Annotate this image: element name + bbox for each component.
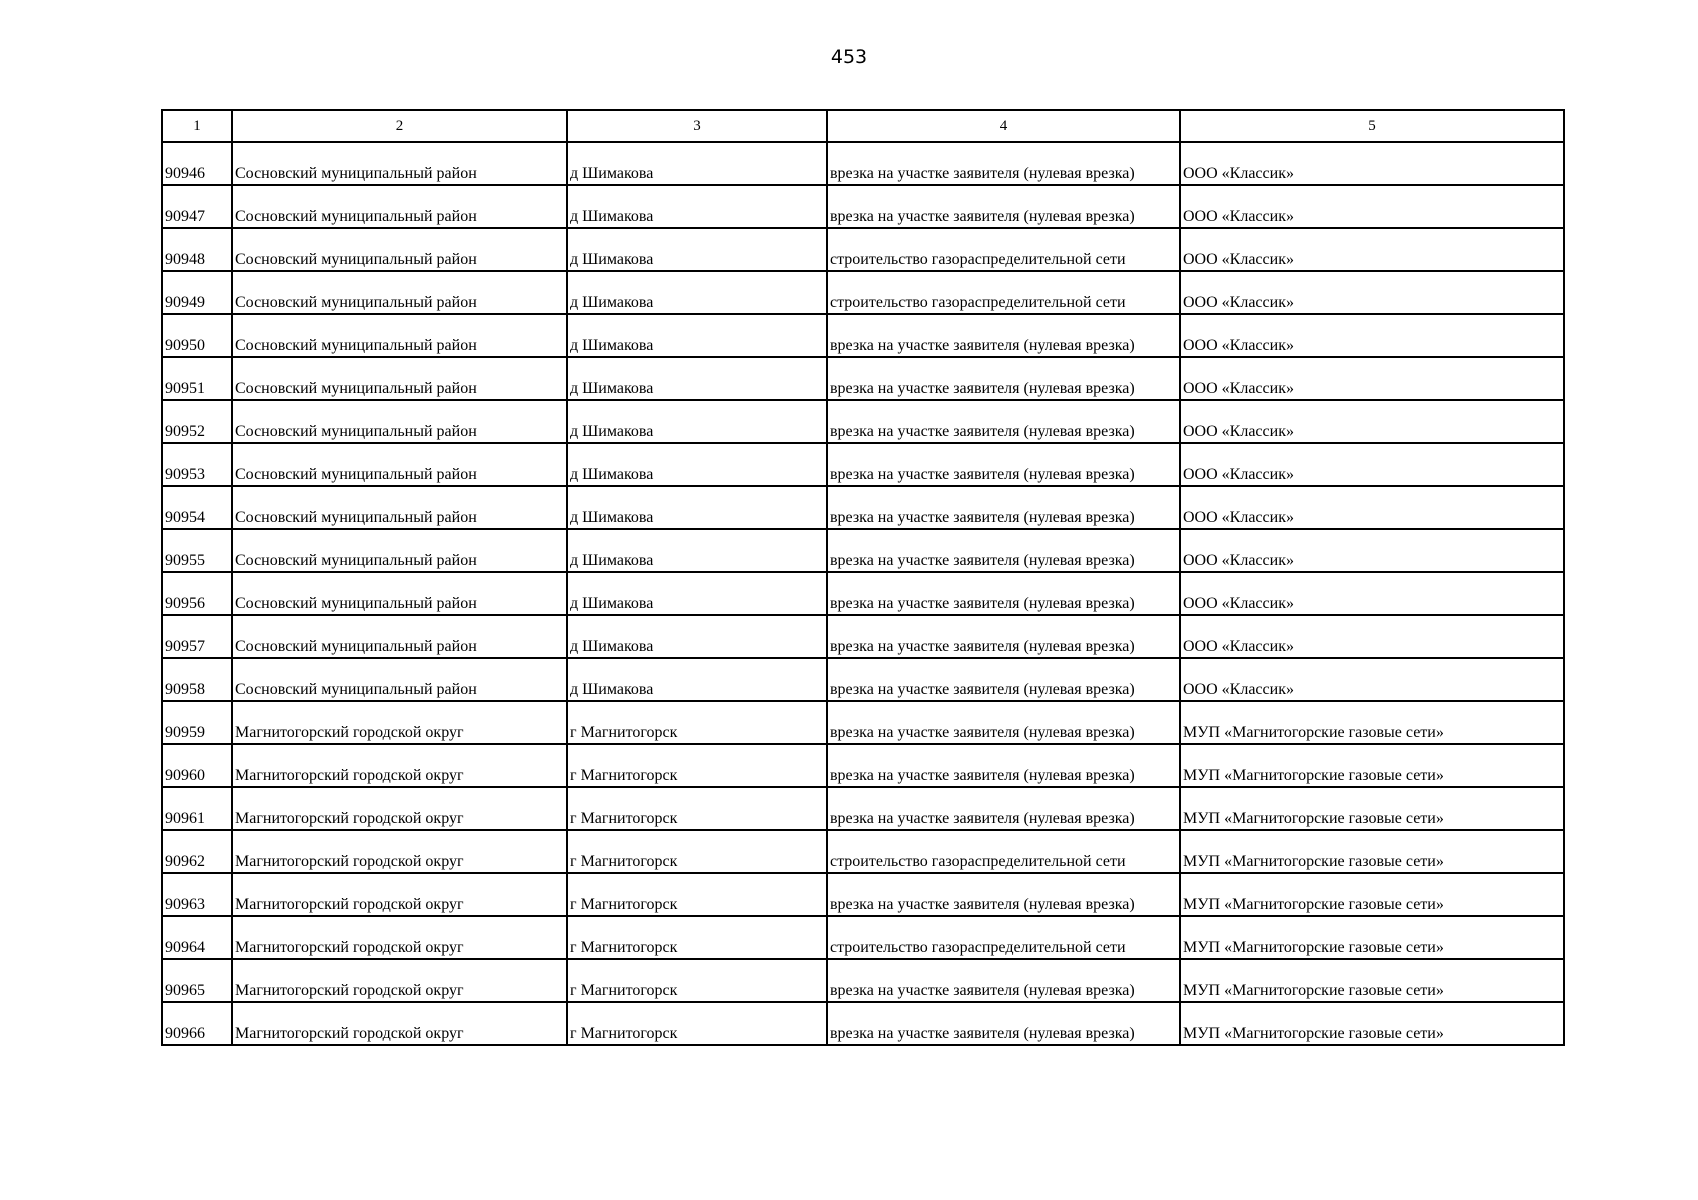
organization-cell: ООО «Классик» xyxy=(1180,271,1564,314)
municipality-cell: Сосновский муниципальный район xyxy=(232,142,567,185)
table-row xyxy=(162,830,1564,873)
row-number-cell: 90961 xyxy=(162,787,232,830)
settlement-cell: г Магнитогорск xyxy=(567,959,827,1002)
settlement-cell: г Магнитогорск xyxy=(567,701,827,744)
work-type-cell: врезка на участке заявителя (нулевая врезка) xyxy=(827,400,1180,443)
table-row xyxy=(162,701,1564,744)
work-type-cell: врезка на участке заявителя (нулевая врезка) xyxy=(827,529,1180,572)
row-number-cell: 90960 xyxy=(162,744,232,787)
row-number-cell: 90963 xyxy=(162,873,232,916)
page-number: 453 xyxy=(830,46,868,68)
organization-cell: МУП «Магнитогорские газовые сети» xyxy=(1180,1002,1564,1045)
settlement-cell: д Шимакова xyxy=(567,615,827,658)
row-number-cell: 90954 xyxy=(162,486,232,529)
table-row xyxy=(162,916,1564,959)
column-header-5: 5 xyxy=(1180,110,1564,142)
settlement-cell: д Шимакова xyxy=(567,142,827,185)
table-row xyxy=(162,658,1564,701)
settlement-cell: г Магнитогорск xyxy=(567,1002,827,1045)
organization-cell: ООО «Классик» xyxy=(1180,658,1564,701)
table-header xyxy=(162,110,1564,142)
work-type-cell: врезка на участке заявителя (нулевая врезка) xyxy=(827,314,1180,357)
municipality-cell: Магнитогорский городской округ xyxy=(232,701,567,744)
organization-cell: МУП «Магнитогорские газовые сети» xyxy=(1180,916,1564,959)
settlement-cell: д Шимакова xyxy=(567,314,827,357)
table-row xyxy=(162,357,1564,400)
municipality-cell: Магнитогорский городской округ xyxy=(232,959,567,1002)
row-number-cell: 90966 xyxy=(162,1002,232,1045)
settlement-cell: д Шимакова xyxy=(567,572,827,615)
work-type-cell: строительство газораспределительной сети xyxy=(827,271,1180,314)
table-row xyxy=(162,959,1564,1002)
organization-cell: ООО «Классик» xyxy=(1180,572,1564,615)
organization-cell: МУП «Магнитогорские газовые сети» xyxy=(1180,701,1564,744)
table-row xyxy=(162,228,1564,271)
organization-cell: ООО «Классик» xyxy=(1180,228,1564,271)
work-type-cell: врезка на участке заявителя (нулевая врезка) xyxy=(827,658,1180,701)
row-number-cell: 90951 xyxy=(162,357,232,400)
table-row xyxy=(162,529,1564,572)
municipality-cell: Сосновский муниципальный район xyxy=(232,228,567,271)
settlement-cell: д Шимакова xyxy=(567,486,827,529)
organization-cell: МУП «Магнитогорские газовые сети» xyxy=(1180,787,1564,830)
municipality-cell: Сосновский муниципальный район xyxy=(232,400,567,443)
work-type-cell: врезка на участке заявителя (нулевая врезка) xyxy=(827,357,1180,400)
column-header-1: 1 xyxy=(162,110,232,142)
municipality-cell: Сосновский муниципальный район xyxy=(232,357,567,400)
organization-cell: ООО «Классик» xyxy=(1180,357,1564,400)
organization-cell: ООО «Классик» xyxy=(1180,529,1564,572)
organization-cell: ООО «Классик» xyxy=(1180,443,1564,486)
settlement-cell: д Шимакова xyxy=(567,529,827,572)
municipality-cell: Магнитогорский городской округ xyxy=(232,830,567,873)
row-number-cell: 90953 xyxy=(162,443,232,486)
work-type-cell: строительство газораспределительной сети xyxy=(827,916,1180,959)
table-row xyxy=(162,1002,1564,1045)
work-type-cell: врезка на участке заявителя (нулевая врезка) xyxy=(827,959,1180,1002)
work-type-cell: врезка на участке заявителя (нулевая врезка) xyxy=(827,701,1180,744)
column-header-4: 4 xyxy=(827,110,1180,142)
row-number-cell: 90958 xyxy=(162,658,232,701)
column-header-3: 3 xyxy=(567,110,827,142)
municipality-cell: Магнитогорский городской округ xyxy=(232,744,567,787)
municipality-cell: Сосновский муниципальный район xyxy=(232,529,567,572)
settlement-cell: д Шимакова xyxy=(567,400,827,443)
municipality-cell: Магнитогорский городской округ xyxy=(232,787,567,830)
header-row xyxy=(162,110,1564,142)
table-row xyxy=(162,400,1564,443)
row-number-cell: 90965 xyxy=(162,959,232,1002)
row-number-cell: 90948 xyxy=(162,228,232,271)
organization-cell: ООО «Классик» xyxy=(1180,400,1564,443)
work-type-cell: строительство газораспределительной сети xyxy=(827,830,1180,873)
municipality-cell: Магнитогорский городской округ xyxy=(232,873,567,916)
work-type-cell: врезка на участке заявителя (нулевая врезка) xyxy=(827,443,1180,486)
settlement-cell: г Магнитогорск xyxy=(567,787,827,830)
organization-cell: МУП «Магнитогорские газовые сети» xyxy=(1180,959,1564,1002)
work-type-cell: строительство газораспределительной сети xyxy=(827,228,1180,271)
column-header-2: 2 xyxy=(232,110,567,142)
table-row xyxy=(162,615,1564,658)
row-number-cell: 90955 xyxy=(162,529,232,572)
table-row xyxy=(162,486,1564,529)
settlement-cell: д Шимакова xyxy=(567,658,827,701)
organization-cell: МУП «Магнитогорские газовые сети» xyxy=(1180,830,1564,873)
row-number-cell: 90950 xyxy=(162,314,232,357)
municipality-cell: Сосновский муниципальный район xyxy=(232,314,567,357)
table-row xyxy=(162,443,1564,486)
municipality-cell: Сосновский муниципальный район xyxy=(232,615,567,658)
organization-cell: ООО «Классик» xyxy=(1180,615,1564,658)
row-number-cell: 90957 xyxy=(162,615,232,658)
settlement-cell: д Шимакова xyxy=(567,185,827,228)
municipality-cell: Магнитогорский городской округ xyxy=(232,1002,567,1045)
table-row xyxy=(162,787,1564,830)
organization-cell: МУП «Магнитогорские газовые сети» xyxy=(1180,744,1564,787)
table-row xyxy=(162,142,1564,185)
settlement-cell: г Магнитогорск xyxy=(567,830,827,873)
municipality-cell: Сосновский муниципальный район xyxy=(232,572,567,615)
organization-cell: ООО «Классик» xyxy=(1180,486,1564,529)
table-row xyxy=(162,572,1564,615)
registry-table xyxy=(161,109,1565,1046)
settlement-cell: д Шимакова xyxy=(567,357,827,400)
municipality-cell: Сосновский муниципальный район xyxy=(232,185,567,228)
table-row xyxy=(162,185,1564,228)
work-type-cell: врезка на участке заявителя (нулевая врезка) xyxy=(827,744,1180,787)
settlement-cell: г Магнитогорск xyxy=(567,873,827,916)
row-number-cell: 90964 xyxy=(162,916,232,959)
table-row xyxy=(162,873,1564,916)
settlement-cell: д Шимакова xyxy=(567,443,827,486)
work-type-cell: врезка на участке заявителя (нулевая врезка) xyxy=(827,615,1180,658)
table-row xyxy=(162,314,1564,357)
row-number-cell: 90962 xyxy=(162,830,232,873)
table-row xyxy=(162,271,1564,314)
organization-cell: ООО «Классик» xyxy=(1180,314,1564,357)
work-type-cell: врезка на участке заявителя (нулевая врезка) xyxy=(827,185,1180,228)
settlement-cell: д Шимакова xyxy=(567,228,827,271)
row-number-cell: 90959 xyxy=(162,701,232,744)
settlement-cell: д Шимакова xyxy=(567,271,827,314)
settlement-cell: г Магнитогорск xyxy=(567,916,827,959)
settlement-cell: г Магнитогорск xyxy=(567,744,827,787)
work-type-cell: врезка на участке заявителя (нулевая врезка) xyxy=(827,572,1180,615)
row-number-cell: 90949 xyxy=(162,271,232,314)
row-number-cell: 90952 xyxy=(162,400,232,443)
work-type-cell: врезка на участке заявителя (нулевая врезка) xyxy=(827,787,1180,830)
organization-cell: ООО «Классик» xyxy=(1180,142,1564,185)
work-type-cell: врезка на участке заявителя (нулевая врезка) xyxy=(827,1002,1180,1045)
organization-cell: ООО «Классик» xyxy=(1180,185,1564,228)
row-number-cell: 90956 xyxy=(162,572,232,615)
work-type-cell: врезка на участке заявителя (нулевая врезка) xyxy=(827,486,1180,529)
table-row xyxy=(162,744,1564,787)
table-body xyxy=(162,142,1564,1045)
municipality-cell: Сосновский муниципальный район xyxy=(232,271,567,314)
row-number-cell: 90947 xyxy=(162,185,232,228)
work-type-cell: врезка на участке заявителя (нулевая врезка) xyxy=(827,142,1180,185)
row-number-cell: 90946 xyxy=(162,142,232,185)
municipality-cell: Магнитогорский городской округ xyxy=(232,916,567,959)
municipality-cell: Сосновский муниципальный район xyxy=(232,443,567,486)
municipality-cell: Сосновский муниципальный район xyxy=(232,658,567,701)
organization-cell: МУП «Магнитогорские газовые сети» xyxy=(1180,873,1564,916)
work-type-cell: врезка на участке заявителя (нулевая врезка) xyxy=(827,873,1180,916)
municipality-cell: Сосновский муниципальный район xyxy=(232,486,567,529)
